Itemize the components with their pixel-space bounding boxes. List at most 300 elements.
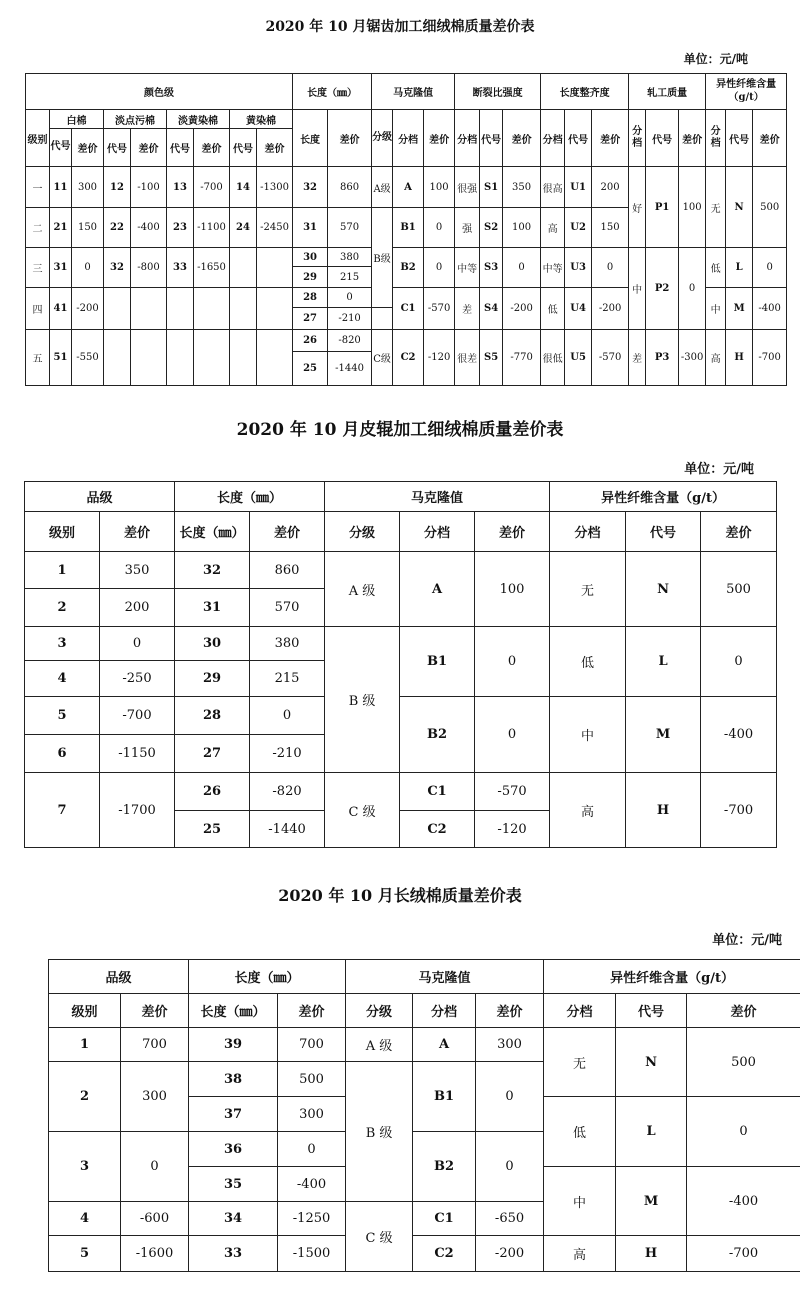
diff-cell: 0 — [250, 697, 325, 735]
diff-cell: -300 — [679, 330, 706, 386]
mic-dang-cell: B2 — [400, 697, 475, 773]
table-row — [49, 1028, 800, 1062]
diff-cell: 700 — [278, 1028, 346, 1062]
lightspot-diff-header: 差价 — [131, 129, 167, 167]
diff-cell: -1440 — [328, 352, 372, 386]
strength-code-header: 代号 — [480, 110, 503, 167]
empty-cell — [194, 330, 230, 386]
white-cotton-header: 白棉 — [50, 110, 104, 129]
foreign-dang-cell: 中 — [550, 697, 626, 773]
mic-fendang-header: 分档 — [393, 110, 424, 167]
diff-cell: -1500 — [278, 1236, 346, 1272]
diff-cell: -700 — [753, 330, 787, 386]
table-row — [26, 330, 787, 352]
length-cell: 30 — [175, 627, 250, 661]
diff-cell: 500 — [687, 1028, 800, 1097]
diff-cell: 0 — [475, 627, 550, 697]
mic-dang-cell: C1 — [400, 773, 475, 811]
diff-cell: 0 — [503, 248, 541, 288]
diff-cell: 570 — [250, 589, 325, 627]
length-cell: 25 — [175, 811, 250, 848]
diff-cell: -600 — [121, 1202, 189, 1236]
empty-cell — [131, 330, 167, 386]
diff-cell: -570 — [475, 773, 550, 811]
uniformity-dang-cell: 低 — [541, 288, 565, 330]
table2-title: 2020 年 10 月皮辊加工细绒棉质量差价表 — [236, 420, 564, 440]
strength-fendang-header: 分档 — [455, 110, 480, 167]
table1-unit: 单位：元/吨 — [683, 52, 748, 66]
length-cell: 37 — [189, 1097, 278, 1132]
diff-col-header: 差价 — [100, 512, 175, 552]
table-row — [26, 167, 787, 208]
length-cell: 30 — [293, 248, 328, 267]
fendang-col-header: 分档 — [550, 512, 626, 552]
diff-cell: 500 — [701, 552, 777, 627]
diff-cell: -650 — [476, 1202, 544, 1236]
foreign-dang-cell: 高 — [550, 773, 626, 848]
diff-cell: -200 — [476, 1236, 544, 1272]
diff-cell: -1650 — [194, 248, 230, 288]
diff-cell: -550 — [72, 330, 104, 386]
fendang-col-header: 分档 — [413, 994, 476, 1028]
diff-cell: 380 — [250, 627, 325, 661]
strength-dang-cell: 很强 — [455, 167, 480, 208]
uniformity-code-header: 代号 — [565, 110, 592, 167]
diff-col-header: 差价 — [476, 994, 544, 1028]
diff-cell: -1150 — [100, 735, 175, 773]
fendang-col-header: 分档 — [400, 512, 475, 552]
length-header: 长度（㎜） — [293, 74, 372, 110]
micronaire-group-header: 马克隆值 — [325, 482, 550, 512]
diff-cell: -400 — [687, 1167, 800, 1236]
mic-dang-cell: B2 — [413, 1132, 476, 1202]
foreign-dang-cell: 高 — [706, 330, 726, 386]
mic-grade-cell: C级 — [372, 330, 393, 386]
mic-dang-cell: C2 — [393, 330, 424, 386]
uniformity-dang-cell: 很高 — [541, 167, 565, 208]
code-cell: U1 — [565, 167, 592, 208]
diff-cell: -700 — [100, 697, 175, 735]
grade-cell: 一 — [26, 167, 50, 208]
fenji-col-header: 分级 — [346, 994, 413, 1028]
code-cell: S1 — [480, 167, 503, 208]
empty-cell — [194, 288, 230, 330]
color-grade-header: 颜色级 — [26, 74, 293, 110]
code-col-header: 代号 — [616, 994, 687, 1028]
diff-cell: 0 — [100, 627, 175, 661]
diff-cell: 100 — [679, 167, 706, 248]
diff-cell: -700 — [687, 1236, 800, 1272]
code-cell: 31 — [50, 248, 72, 288]
length-cell: 31 — [293, 208, 328, 248]
code-cell: 41 — [50, 288, 72, 330]
code-cell: S4 — [480, 288, 503, 330]
diff-cell: 350 — [100, 552, 175, 589]
diff-cell: -770 — [503, 330, 541, 386]
diff-cell: -1300 — [257, 167, 293, 208]
code-cell: L — [626, 627, 701, 697]
diff-cell: -800 — [131, 248, 167, 288]
code-cell: 22 — [104, 208, 131, 248]
length-cell: 39 — [189, 1028, 278, 1062]
diff-cell: 700 — [121, 1028, 189, 1062]
grade-cell: 5 — [25, 697, 100, 735]
length-cell: 26 — [293, 330, 328, 352]
code-cell: U3 — [565, 248, 592, 288]
code-cell: P3 — [646, 330, 679, 386]
code-cell: N — [626, 552, 701, 627]
code-cell: H — [616, 1236, 687, 1272]
foreign-dang-cell: 低 — [550, 627, 626, 697]
diff-col-header: 差价 — [121, 994, 189, 1028]
length-cell: 28 — [175, 697, 250, 735]
mic-grade-cell: C 级 — [346, 1202, 413, 1272]
code-cell: N — [616, 1028, 687, 1097]
ginning-header: 轧工质量 — [629, 74, 706, 110]
diff-cell: -1600 — [121, 1236, 189, 1272]
fendang-col-header: 分档 — [544, 994, 616, 1028]
mic-grade-cell: B 级 — [346, 1062, 413, 1202]
length-cell: 29 — [293, 267, 328, 288]
empty-cell — [167, 288, 194, 330]
grade-col-header: 级别 — [26, 110, 50, 167]
table-row — [26, 248, 787, 267]
length-col-header: 长度 — [293, 110, 328, 167]
code-cell: 24 — [230, 208, 257, 248]
empty-cell — [104, 288, 131, 330]
diff-cell: -100 — [131, 167, 167, 208]
code-cell: 51 — [50, 330, 72, 386]
length-cell: 25 — [293, 352, 328, 386]
diff-cell: -400 — [753, 288, 787, 330]
diff-cell: -200 — [503, 288, 541, 330]
code-cell: 12 — [104, 167, 131, 208]
mic-dang-cell: A — [400, 552, 475, 627]
mic-fenji-header: 分级 — [372, 110, 393, 167]
length-cell: 28 — [293, 288, 328, 308]
strength-dang-cell: 很差 — [455, 330, 480, 386]
code-cell: 21 — [50, 208, 72, 248]
grade-cell: 1 — [49, 1028, 121, 1062]
white-code-header: 代号 — [50, 129, 72, 167]
code-cell: 11 — [50, 167, 72, 208]
table-row — [49, 1236, 800, 1272]
mic-grade-cell: B级 — [372, 208, 393, 308]
foreign-dang-cell: 无 — [706, 167, 726, 248]
code-cell: 13 — [167, 167, 194, 208]
diff-cell: -820 — [250, 773, 325, 811]
foreign-dang-cell: 低 — [706, 248, 726, 288]
diff-cell: 200 — [592, 167, 629, 208]
length-group-header: 长度（㎜） — [175, 482, 325, 512]
length-cell: 35 — [189, 1167, 278, 1202]
grade-group-header: 品级 — [49, 960, 189, 994]
lightyellow-code-header: 代号 — [167, 129, 194, 167]
ginning-dang-cell: 好 — [629, 167, 646, 248]
diff-cell: 0 — [328, 288, 372, 308]
length-cell: 36 — [189, 1132, 278, 1167]
empty-cell — [167, 330, 194, 386]
lightyellow-diff-header: 差价 — [194, 129, 230, 167]
mic-grade-cell: A 级 — [325, 552, 400, 627]
diff-cell: 100 — [475, 552, 550, 627]
table2-unit: 单位：元/吨 — [684, 462, 754, 477]
grade-cell: 4 — [49, 1202, 121, 1236]
length-group-header: 长度（㎜） — [189, 960, 346, 994]
grade-cell: 3 — [49, 1132, 121, 1202]
foreign-fiber-header: 异性纤维含量（g/t） — [706, 74, 787, 110]
diff-cell: -200 — [72, 288, 104, 330]
empty-cell — [230, 330, 257, 386]
diff-cell: 0 — [687, 1097, 800, 1167]
diff-cell: -700 — [194, 167, 230, 208]
grade-cell: 三 — [26, 248, 50, 288]
table3-unit: 单位：元/吨 — [712, 933, 782, 948]
mic-dang-cell: C2 — [400, 811, 475, 848]
empty-cell — [257, 330, 293, 386]
diff-cell: -1700 — [100, 773, 175, 848]
uniformity-diff-header: 差价 — [592, 110, 629, 167]
yellow-diff-header: 差价 — [257, 129, 293, 167]
mic-diff-header: 差价 — [424, 110, 455, 167]
empty-cell — [257, 288, 293, 330]
grade-group-header: 品级 — [25, 482, 175, 512]
table-row — [25, 627, 777, 661]
empty-cell — [230, 248, 257, 288]
mic-dang-cell: B2 — [393, 248, 424, 288]
saw-ginned-price-table — [25, 73, 787, 386]
mic-dang-cell: C1 — [393, 288, 424, 330]
strength-dang-cell: 中等 — [455, 248, 480, 288]
length-cell: 38 — [189, 1062, 278, 1097]
foreign-dang-cell: 无 — [550, 552, 626, 627]
diff-cell: -400 — [131, 208, 167, 248]
length-cell: 33 — [189, 1236, 278, 1272]
length-col-header: 长度（㎜） — [189, 994, 278, 1028]
mic-grade-cell: C 级 — [325, 773, 400, 848]
code-cell: S5 — [480, 330, 503, 386]
table-row — [25, 552, 777, 589]
code-cell: 33 — [167, 248, 194, 288]
foreign-diff-header: 差价 — [753, 110, 787, 167]
foreign-dang-cell: 中 — [706, 288, 726, 330]
diff-cell: -210 — [250, 735, 325, 773]
diff-cell: 350 — [503, 167, 541, 208]
length-cell: 34 — [189, 1202, 278, 1236]
diff-cell: -1440 — [250, 811, 325, 848]
diff-cell: 0 — [278, 1132, 346, 1167]
code-cell: M — [726, 288, 753, 330]
mic-dang-cell: B1 — [400, 627, 475, 697]
diff-cell: 0 — [701, 627, 777, 697]
grade-cell: 4 — [25, 661, 100, 697]
diff-cell: 100 — [503, 208, 541, 248]
diff-cell: 380 — [328, 248, 372, 267]
uniformity-dang-cell: 很低 — [541, 330, 565, 386]
light-yellow-header: 淡黄染棉 — [167, 110, 230, 129]
code-cell: U4 — [565, 288, 592, 330]
diff-cell: -400 — [701, 697, 777, 773]
diff-col-header: 差价 — [278, 994, 346, 1028]
length-cell: 32 — [175, 552, 250, 589]
diff-cell: -1250 — [278, 1202, 346, 1236]
diff-cell: 500 — [753, 167, 787, 248]
diff-cell: 860 — [328, 167, 372, 208]
diff-cell: -820 — [328, 330, 372, 352]
diff-cell: 860 — [250, 552, 325, 589]
code-cell: P2 — [646, 248, 679, 330]
length-diff-header: 差价 — [328, 110, 372, 167]
strength-header: 断裂比强度 — [455, 74, 541, 110]
diff-cell: 200 — [100, 589, 175, 627]
diff-cell: 0 — [753, 248, 787, 288]
diff-cell: -250 — [100, 661, 175, 697]
micronaire-group-header: 马克隆值 — [346, 960, 544, 994]
diff-col-header: 差价 — [701, 512, 777, 552]
foreign-dang-cell: 高 — [544, 1236, 616, 1272]
grade-cell: 四 — [26, 288, 50, 330]
length-cell: 29 — [175, 661, 250, 697]
code-cell: L — [726, 248, 753, 288]
diff-cell: 0 — [592, 248, 629, 288]
length-cell: 26 — [175, 773, 250, 811]
mic-dang-cell: B1 — [413, 1062, 476, 1132]
foreign-dang-cell: 无 — [544, 1028, 616, 1097]
table3-title: 2020 年 10 月长绒棉质量差价表 — [278, 886, 522, 905]
foreign-code-header: 代号 — [726, 110, 753, 167]
long-staple-price-table — [48, 959, 800, 1272]
diff-cell: 0 — [424, 208, 455, 248]
code-cell: L — [616, 1097, 687, 1167]
strength-diff-header: 差价 — [503, 110, 541, 167]
empty-cell — [131, 288, 167, 330]
white-diff-header: 差价 — [72, 129, 104, 167]
empty-cell — [104, 330, 131, 386]
code-cell: M — [616, 1167, 687, 1236]
code-cell: M — [626, 697, 701, 773]
code-cell: H — [726, 330, 753, 386]
mic-dang-cell: A — [413, 1028, 476, 1062]
diff-cell: 0 — [476, 1062, 544, 1132]
lightspot-code-header: 代号 — [104, 129, 131, 167]
mic-dang-cell: C1 — [413, 1202, 476, 1236]
code-cell: 14 — [230, 167, 257, 208]
diff-cell: 300 — [278, 1097, 346, 1132]
code-cell: 32 — [104, 248, 131, 288]
diff-cell: 100 — [424, 167, 455, 208]
ginning-code-header: 代号 — [646, 110, 679, 167]
foreign-fendang-header: 分档 — [706, 110, 726, 167]
diff-cell: -2450 — [257, 208, 293, 248]
uniformity-dang-cell: 中等 — [541, 248, 565, 288]
fenji-col-header: 分级 — [325, 512, 400, 552]
code-cell: N — [726, 167, 753, 248]
grade-cell: 二 — [26, 208, 50, 248]
light-spotted-header: 淡点污棉 — [104, 110, 167, 129]
diff-cell: -570 — [592, 330, 629, 386]
foreign-fiber-group-header: 异性纤维含量（g/t） — [550, 482, 777, 512]
grade-cell: 6 — [25, 735, 100, 773]
table-row — [25, 773, 777, 811]
diff-cell: -400 — [278, 1167, 346, 1202]
foreign-dang-cell: 低 — [544, 1097, 616, 1167]
micronaire-header: 马克隆值 — [372, 74, 455, 110]
yellow-stained-header: 黄染棉 — [230, 110, 293, 129]
diff-cell: 0 — [475, 697, 550, 773]
length-cell: 32 — [293, 167, 328, 208]
ginning-dang-cell: 中 — [629, 248, 646, 330]
grade-cell: 3 — [25, 627, 100, 661]
grade-col-header: 级别 — [49, 994, 121, 1028]
roller-ginned-price-table — [24, 481, 777, 848]
diff-cell: 0 — [679, 248, 706, 330]
length-cell: 31 — [175, 589, 250, 627]
table1-title: 2020 年 10 月锯齿加工细绒棉质量差价表 — [265, 19, 535, 35]
length-cell: 27 — [293, 308, 328, 330]
code-cell: 23 — [167, 208, 194, 248]
diff-cell: -1100 — [194, 208, 230, 248]
empty-cell — [257, 248, 293, 288]
length-col-header: 长度（㎜） — [175, 512, 250, 552]
diff-cell: -200 — [592, 288, 629, 330]
diff-cell: -120 — [475, 811, 550, 848]
mic-dang-cell: C2 — [413, 1236, 476, 1272]
strength-dang-cell: 差 — [455, 288, 480, 330]
diff-cell: 500 — [278, 1062, 346, 1097]
code-cell: U2 — [565, 208, 592, 248]
uniformity-fendang-header: 分档 — [541, 110, 565, 167]
grade-cell: 1 — [25, 552, 100, 589]
diff-cell: 300 — [72, 167, 104, 208]
grade-cell: 2 — [25, 589, 100, 627]
diff-cell: -210 — [328, 308, 372, 330]
grade-cell: 5 — [49, 1236, 121, 1272]
diff-cell: 0 — [476, 1132, 544, 1202]
diff-cell: 0 — [424, 248, 455, 288]
diff-cell: 570 — [328, 208, 372, 248]
diff-cell: 215 — [328, 267, 372, 288]
mic-dang-cell: B1 — [393, 208, 424, 248]
diff-cell: 150 — [72, 208, 104, 248]
diff-cell: -120 — [424, 330, 455, 386]
diff-cell: -570 — [424, 288, 455, 330]
table-row — [25, 697, 777, 735]
grade-cell: 7 — [25, 773, 100, 848]
uniformity-dang-cell: 高 — [541, 208, 565, 248]
diff-cell: -700 — [701, 773, 777, 848]
mic-grade-cell: A级 — [372, 167, 393, 208]
foreign-fiber-group-header: 异性纤维含量（g/t） — [544, 960, 800, 994]
ginning-fendang-header: 分档 — [629, 110, 646, 167]
diff-col-header: 差价 — [475, 512, 550, 552]
code-cell: U5 — [565, 330, 592, 386]
yellow-code-header: 代号 — [230, 129, 257, 167]
code-cell: S3 — [480, 248, 503, 288]
length-cell: 27 — [175, 735, 250, 773]
ginning-diff-header: 差价 — [679, 110, 706, 167]
diff-col-header: 差价 — [250, 512, 325, 552]
diff-cell: 0 — [72, 248, 104, 288]
diff-cell: 215 — [250, 661, 325, 697]
mic-grade-cell: B 级 — [325, 627, 400, 773]
mic-dang-cell: A — [393, 167, 424, 208]
strength-dang-cell: 强 — [455, 208, 480, 248]
code-cell: H — [626, 773, 701, 848]
code-cell: P1 — [646, 167, 679, 248]
diff-col-header: 差价 — [687, 994, 800, 1028]
grade-cell: 2 — [49, 1062, 121, 1132]
code-col-header: 代号 — [626, 512, 701, 552]
